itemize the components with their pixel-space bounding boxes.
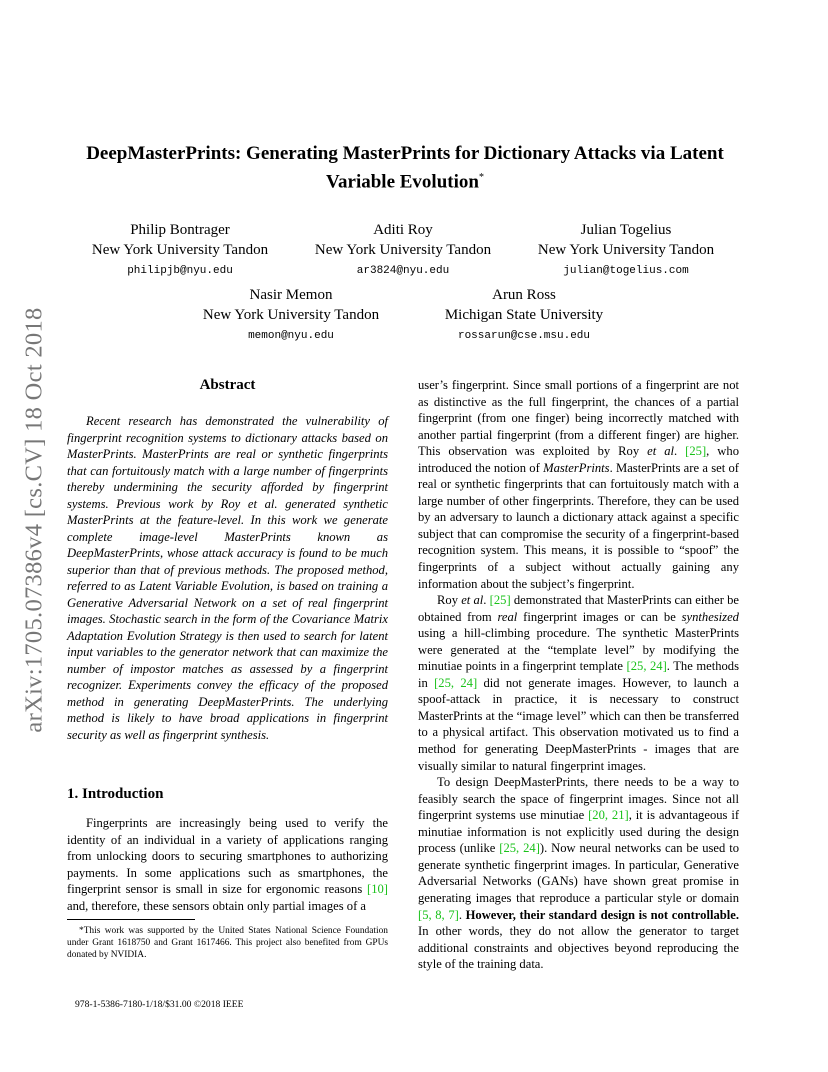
footnote-text: *This work was supported by the United States National Science Foundation under Grant 1618750 and Grant 1617466. This project also benefited from GPUs donated by NVIDIA. xyxy=(67,926,388,961)
arxiv-sidebar xyxy=(10,280,60,760)
title-footnote-marker: * xyxy=(478,172,484,183)
author-name: Julian Togelius xyxy=(580,222,672,238)
author-block xyxy=(506,220,746,282)
title-line-1: DeepMasterPrints: Generating MasterPrints for Dictionary Attacks via Latent xyxy=(86,143,724,164)
citation-link[interactable]: [25, 24] xyxy=(434,675,478,690)
paragraph: To design DeepMasterPrints, there needs to be a way to feasibly search the space of fingerprint images. Since not all fingerprint systems use minutiae [20, 21], it is advantageous if minutiae information is not explicitly used during the design process (unlike [25, 24]). Now neural networks can be used to generate synthetic fingerprint images. In particular, Generative Adversarial Networks (GANs) have shown great promise in generating images that reproduce a particular style or domain [5, 8, 7]. However, their standard design is not controllable. In other words, they do not allow the generator to target additional constraints and objectives beyond reproducing the style of the training data. xyxy=(418,775,740,972)
citation-link[interactable]: [25] xyxy=(685,444,707,459)
paragraph: Roy et al. [25] demonstrated that MasterPrints can either be obtained from real fingerprint images or can be synthesized using a hill-climbing procedure. The synthetic MasterPrints were generated at the “template level” by modifying the minutiae points in a fingerprint template [25, 24]. The methods in [25, 24] did not generate images. However, to launch a spoof-attack in practice, it is necessary to construct MasterPrints at the “image level” which can then be transferred to a physical artifact. This observation motivated us to find a method for generating DeepMasterPrints - images that are visually similar to natural fingerprint images. xyxy=(418,593,739,773)
abstract-heading: Abstract xyxy=(199,377,256,393)
citation-link[interactable]: [10] xyxy=(367,882,388,897)
abstract-text: Recent research has demonstrated the vulnerability of fingerprint recognition systems to dictionary attacks based on MasterPrints. MasterPrints are real or synthetic fingerprints that can fortuitously match with a large number of fingerprints thereby undermining the security afforded by fingerprint systems. Previous work by Roy et al. generated synthetic MasterPrints at the feature-level. In this work we generate complete image-level MasterPrints known as DeepMasterPrints, whose attack accuracy is found to be much superior than that of previous methods. The proposed method, referred to as Latent Variable Evolution, is based on training a Generative Adversarial Network on a set of real fingerprint images. Stochastic search in the form of the Covariance Matrix Adaptation Evolution Strategy is then used to search for latent input variables to the generator network that can maximize the number of impostor matches as assessed by a fingerprint recognizer. Experiments convey the efficacy of the proposed method in generating DeepMasterPrints. The underlying method is likely to have broad applications in fingerprint security as well as fingerprint synthesis. xyxy=(67,414,388,742)
paragraph: user’s fingerprint. Since small portions of a fingerprint are not as distinctive as the full fingerprint, the chances of a partial fingerprint (from one finger) being incorrectly matched with another partial fingerprint (from a different finger) are higher. This observation was exploited by Roy et al. [25], who introduced the notion of MasterPrints. MasterPrints are a set of real or synthetic fingerprints that can fortuitously match with a large number of other fingerprints. Therefore, they can be used by an adversary to launch a dictionary attack against a specific subject that can compromise the security of a fingerprint-based recognition system. This means, it is possible to “spoof” the fingerprints of a subject without actually gaining any information about the subject’s fingerprint. xyxy=(418,378,740,591)
abstract-body xyxy=(67,413,388,743)
intro-paragraph: Fingerprints are increasingly being used to verify the identity of an individual in a variety of applications ranging from unlocking doors to securing smartphones to authorizing payments. In some applications such as smartphones, the fingerprint sensor is small in size for ergonomic reasons [10] and, therefore, these sensors obtain only partial images of a xyxy=(67,816,388,913)
right-column xyxy=(418,377,739,973)
author-block xyxy=(404,285,644,347)
author-name: Arun Ross xyxy=(492,287,556,303)
citation-link[interactable]: [25, 24] xyxy=(499,841,540,856)
author-email: rossarun@cse.msu.edu xyxy=(457,330,591,342)
author-affiliation: New York University Tandon xyxy=(314,242,492,258)
intro-body xyxy=(67,815,388,915)
paper-title xyxy=(60,142,750,194)
citation-link[interactable]: [20, 21] xyxy=(588,808,629,823)
citation-link[interactable]: [5, 8, 7] xyxy=(418,907,459,922)
citation-link[interactable]: [25, 24] xyxy=(626,659,667,674)
author-email: memon@nyu.edu xyxy=(248,330,334,342)
author-block xyxy=(283,220,523,282)
section-heading: 1. Introduction xyxy=(67,786,164,802)
title-line-2: Variable Evolution xyxy=(326,171,479,193)
author-affiliation: Michigan State University xyxy=(444,307,604,323)
author-name: Philip Bontrager xyxy=(130,222,230,238)
author-email: ar3824@nyu.edu xyxy=(356,265,450,277)
arxiv-identifier: arXiv:1705.07386v4 [cs.CV] 18 Oct 2018 xyxy=(21,307,48,733)
author-affiliation: New York University Tandon xyxy=(202,307,380,323)
author-name: Aditi Roy xyxy=(373,222,433,238)
citation-link[interactable]: [25] xyxy=(489,593,511,608)
copyright-notice: 978-1-5386-7180-1/18/$31.00 ©2018 IEEE xyxy=(75,999,244,1010)
author-email: julian@togelius.com xyxy=(563,265,689,277)
author-block xyxy=(60,220,300,282)
author-name: Nasir Memon xyxy=(249,287,333,303)
footnote-divider xyxy=(67,919,195,920)
author-affiliation: New York University Tandon xyxy=(537,242,715,258)
author-email: philipjb@nyu.edu xyxy=(127,265,233,277)
author-affiliation: New York University Tandon xyxy=(91,242,269,258)
author-block xyxy=(171,285,411,347)
footnote xyxy=(67,925,388,962)
